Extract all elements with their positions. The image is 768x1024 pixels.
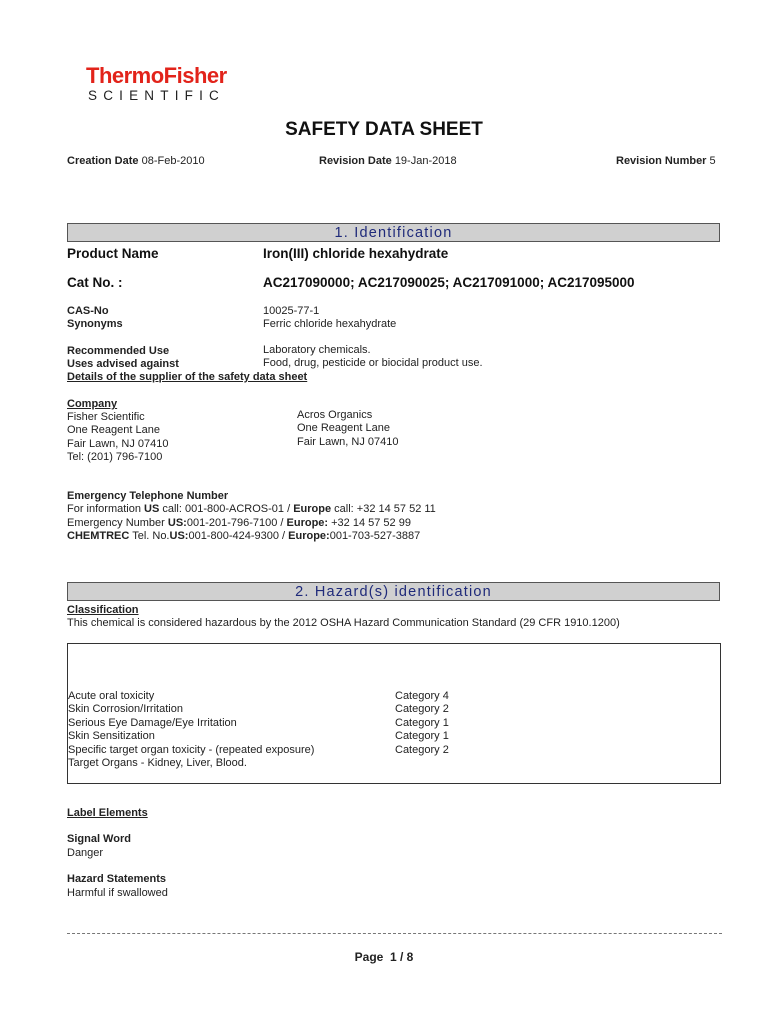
hazard-name: Skin Sensitization — [68, 730, 155, 742]
product-name-label: Product Name — [67, 246, 159, 261]
page-label: Page — [354, 950, 384, 964]
product-name-value: Iron(III) chloride hexahydrate — [263, 246, 449, 261]
emergency-region: Europe: — [286, 517, 329, 529]
page-number: 1 / 8 — [390, 950, 414, 964]
classification-text: This chemical is considered hazardous by the 2012 OSHA Hazard Communication Standard (29 CFR 1910.1200) — [67, 617, 620, 629]
emergency-region: US — [144, 503, 160, 515]
hazard-category: Category 1 — [395, 730, 449, 742]
footer-divider — [67, 933, 722, 934]
emergency-heading: Emergency Telephone Number — [67, 490, 229, 502]
creation-date-label: Creation Date — [67, 155, 139, 167]
emergency-text: For information — [67, 503, 145, 515]
company-acros-line: Fair Lawn, NJ 07410 — [297, 436, 399, 448]
cat-no-label: Cat No. : — [67, 275, 123, 290]
recommended-use-label: Recommended Use — [67, 345, 170, 357]
synonyms-value: Ferric chloride hexahydrate — [263, 318, 397, 330]
hazard-statements-label: Hazard Statements — [67, 873, 167, 885]
emergency-text: Emergency Number — [67, 517, 168, 529]
emergency-text: 001-800-424-9300 / — [188, 530, 289, 542]
company-heading: Company — [67, 398, 118, 410]
page-indicator — [0, 950, 768, 964]
supplier-details-heading: Details of the supplier of the safety data sheet — [67, 371, 308, 383]
company-fisher-line: One Reagent Lane — [67, 424, 160, 436]
emergency-text: Tel. No. — [129, 530, 170, 542]
emergency-region: US: — [167, 517, 187, 529]
recommended-use-value: Laboratory chemicals. — [263, 344, 371, 356]
target-organs: Target Organs - Kidney, Liver, Blood. — [68, 757, 247, 769]
company-acros-line: Acros Organics — [297, 409, 373, 421]
emergency-text: +32 14 57 52 99 — [328, 517, 411, 529]
emergency-region: US: — [169, 530, 189, 542]
cas-value: 10025-77-1 — [263, 305, 320, 317]
revision-number-label: Revision Number — [616, 155, 707, 167]
revision-date — [319, 155, 457, 167]
emergency-text: 001-201-796-7100 / — [186, 517, 287, 529]
uses-advised-against-label: Uses advised against — [67, 358, 179, 370]
company-fisher-line: Tel: (201) 796-7100 — [67, 451, 163, 463]
document-title: SAFETY DATA SHEET — [285, 119, 483, 140]
cas-label: CAS-No — [67, 305, 109, 317]
classification-heading: Classification — [67, 604, 139, 616]
company-acros-line: One Reagent Lane — [297, 422, 390, 434]
emergency-text: 001-703-527-3887 — [329, 530, 421, 542]
creation-date-value: 08-Feb-2010 — [141, 155, 205, 167]
revision-date-label: Revision Date — [319, 155, 392, 167]
cat-no-value: AC217090000; AC217090025; AC217091000; AC217095000 — [263, 275, 635, 290]
emergency-text: call: 001-800-ACROS-01 / — [159, 503, 294, 515]
emergency-text: call: +32 14 57 52 11 — [331, 503, 436, 515]
label-elements-heading: Label Elements — [67, 807, 148, 819]
hazard-name: Specific target organ toxicity - (repeated exposure) — [68, 744, 315, 756]
thermofisher-logo: ThermoFisher — [86, 63, 227, 88]
revision-number-value: 5 — [709, 155, 716, 167]
company-fisher-line: Fisher Scientific — [67, 411, 145, 423]
emergency-line-number — [67, 517, 411, 531]
revision-number — [616, 155, 716, 167]
emergency-line-chemtrec — [67, 530, 420, 544]
hazard-category: Category 2 — [395, 744, 449, 756]
emergency-region: Europe — [293, 503, 332, 515]
revision-date-value: 19-Jan-2018 — [394, 155, 457, 167]
hazard-category: Category 4 — [395, 690, 449, 702]
hazard-name: Serious Eye Damage/Eye Irritation — [68, 717, 237, 729]
emergency-region: Europe: — [288, 530, 330, 542]
hazard-name: Skin Corrosion/Irritation — [68, 703, 183, 715]
section-hazard-header: 2. Hazard(s) identification — [67, 582, 720, 601]
hazard-statements-value: Harmful if swallowed — [67, 887, 168, 899]
creation-date — [67, 155, 205, 167]
hazard-name: Acute oral toxicity — [68, 690, 155, 702]
company-fisher-line: Fair Lawn, NJ 07410 — [67, 438, 169, 450]
synonyms-label: Synonyms — [67, 318, 123, 330]
emergency-region: CHEMTREC — [67, 530, 130, 542]
scientific-logo-text: SCIENTIFIC — [88, 88, 226, 103]
signal-word-label: Signal Word — [67, 833, 131, 845]
uses-advised-against-value: Food, drug, pesticide or biocidal product use. — [263, 357, 483, 369]
hazard-category: Category 2 — [395, 703, 449, 715]
section-identification-header: 1. Identification — [67, 223, 720, 242]
signal-word-value: Danger — [67, 847, 104, 859]
emergency-line-info — [67, 503, 436, 517]
hazard-category: Category 1 — [395, 717, 449, 729]
